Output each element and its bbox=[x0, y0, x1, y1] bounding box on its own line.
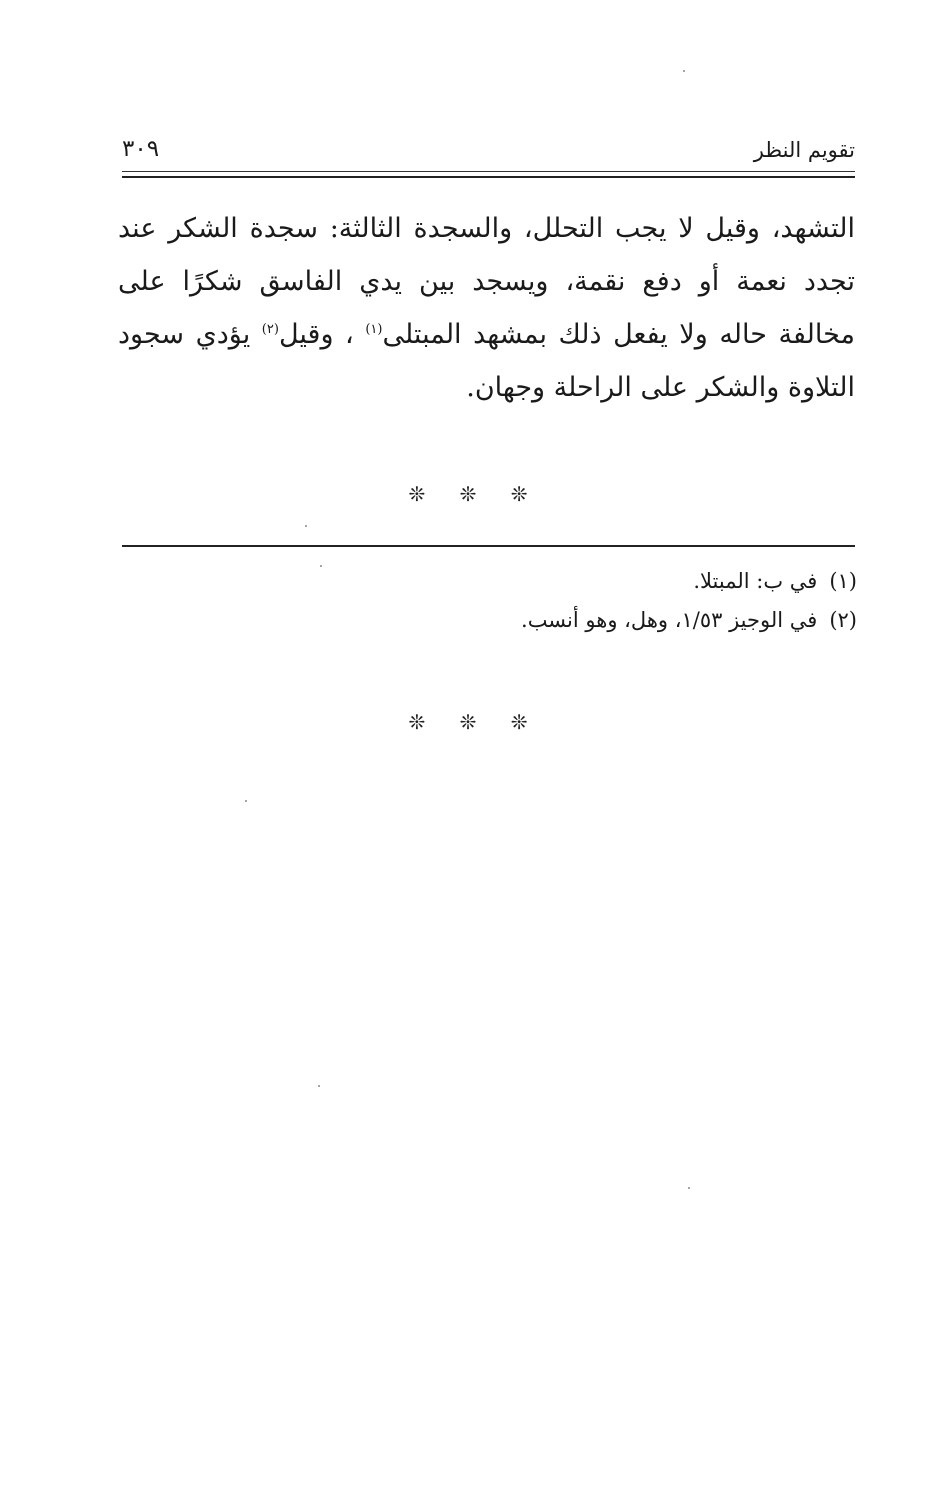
footnote-2 bbox=[122, 601, 857, 640]
section-separator-top: ❊ ❊ ❊ bbox=[408, 482, 542, 506]
paper-speck bbox=[688, 1187, 690, 1189]
paragraph-text bbox=[118, 202, 855, 414]
text-segment-2: ، وقيل bbox=[278, 319, 354, 350]
footnote-rule bbox=[122, 545, 855, 547]
paper-speck bbox=[320, 565, 322, 567]
footnote-text: في ب: المبتلا. bbox=[693, 569, 818, 593]
footnote-text: في الوجيز ١/٥٣، وهل، وهو أنسب. bbox=[521, 608, 818, 632]
main-paragraph bbox=[118, 202, 855, 414]
footnote-number: (١) bbox=[829, 569, 857, 593]
section-separator-bottom: ❊ ❊ ❊ bbox=[408, 710, 542, 734]
text-segment-1: التشهد، وقيل لا يجب التحلل، والسجدة الثالثة: سجدة الشكر عند تجدد نعمة أو دفع نقمة، ويسجد بين يدي الفاسق شكرًا على مخالفة حاله ولا يفعل ذلك بمشهد المبتلى bbox=[118, 213, 855, 350]
header-rule-thick bbox=[122, 176, 855, 178]
running-header bbox=[122, 132, 855, 166]
running-title: تقويم النظر bbox=[753, 138, 855, 162]
footnotes bbox=[122, 562, 857, 640]
paper-speck bbox=[305, 525, 307, 527]
footnote-ref-1: (١) bbox=[365, 322, 383, 337]
footnote-ref-2: (٢) bbox=[261, 322, 279, 337]
page-number: ٣٠٩ bbox=[122, 136, 160, 162]
paper-speck bbox=[318, 1085, 320, 1087]
header-rule-thin bbox=[122, 171, 855, 172]
footnote-number: (٢) bbox=[829, 608, 857, 632]
footnote-1 bbox=[122, 562, 857, 601]
paper-speck bbox=[245, 800, 247, 802]
paper-speck bbox=[683, 70, 685, 72]
text-segment-3: يؤدي سجود التلاوة والشكر على الراحلة وجهان. bbox=[118, 319, 855, 403]
